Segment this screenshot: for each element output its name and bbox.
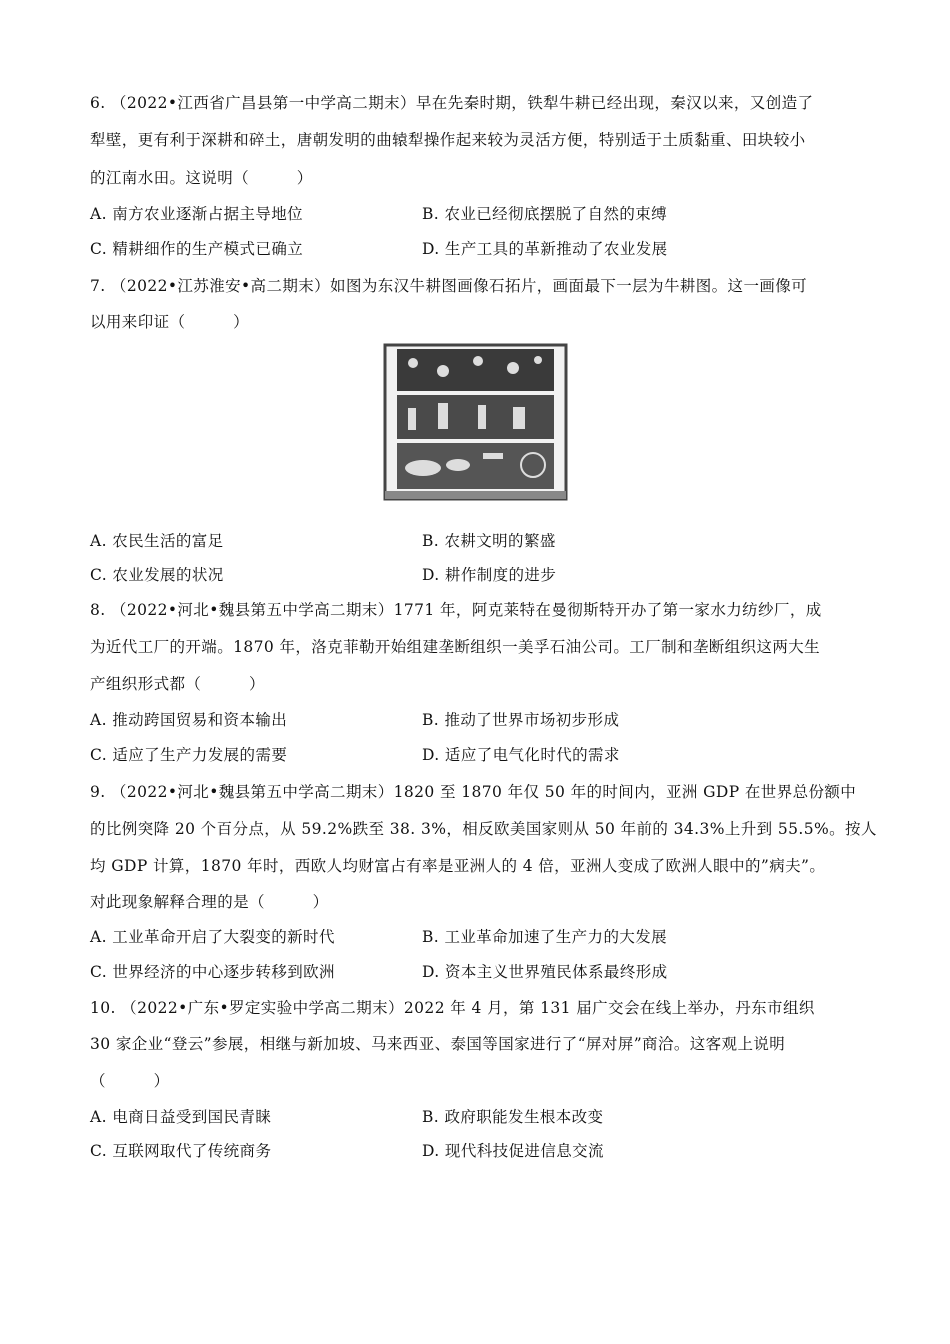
option-a: A. 南方农业逐渐占据主导地位 — [90, 205, 304, 223]
question-text: 30 家企业“登云”参展，相继与新加坡、马来西亚、泰国等国家进行了“屏对屏”商洽。这客观上说明 — [90, 1035, 786, 1053]
question-text: 以用来印证（ ） — [90, 313, 250, 331]
option-d: D. 资本主义世界殖民体系最终形成 — [422, 963, 668, 981]
option-d: D. 耕作制度的进步 — [422, 566, 557, 584]
option-d: D. 现代科技促进信息交流 — [422, 1142, 604, 1160]
option-b: B. 农耕文明的繁盛 — [422, 532, 556, 550]
option-b: B. 政府职能发生根本改变 — [422, 1108, 604, 1126]
question-text: 的江南水田。这说明（ ） — [90, 169, 313, 187]
option-a: A. 农民生活的富足 — [90, 532, 224, 550]
question-text: 为近代工厂的开端。1870 年，洛克菲勒开始组建垄断组织一美孚石油公司。工厂制和垄断组织这两大生 — [90, 638, 821, 656]
question-text: 6. （2022•江西省广昌县第一中学高二期末）早在先秦时期，铁犁牛耕已经出现，秦汉以来，又创造了 — [90, 94, 814, 112]
option-c: C. 互联网取代了传统商务 — [90, 1142, 272, 1160]
question-text: 产组织形式都（ ） — [90, 675, 265, 693]
option-c: C. 精耕细作的生产模式已确立 — [90, 240, 304, 258]
option-d: D. 适应了电气化时代的需求 — [422, 746, 620, 764]
option-a: A. 电商日益受到国民青睐 — [90, 1108, 272, 1126]
question-text: 均 GDP 计算，1870 年时，西欧人均财富占有率是亚洲人的 4 倍，亚洲人变成了欧洲人眼中的”病夫”。 — [90, 857, 826, 875]
option-b: B. 推动了世界市场初步形成 — [422, 711, 620, 729]
option-a: A. 工业革命开启了大裂变的新时代 — [90, 928, 335, 946]
question-text: 7. （2022•江苏淮安•高二期末）如图为东汉牛耕图画像石拓片，画面最下一层为牛耕图。这一画像可 — [90, 277, 808, 295]
option-c: C. 世界经济的中心逐步转移到欧洲 — [90, 963, 335, 981]
question-text: 9. （2022•河北•魏县第五中学高二期末）1820 至 1870 年仅 50 年的时间内，亚洲 GDP 在世界总份额中 — [90, 783, 857, 801]
question-text: （ ） — [90, 1072, 170, 1090]
option-d: D. 生产工具的革新推动了农业发展 — [422, 240, 668, 258]
question-text: 的比例突降 20 个百分点，从 59.2%跌至 38. 3%，相反欧美国家则从 50 年前的 34.3%上升到 55.5%。按人 — [90, 820, 877, 838]
option-a: A. 推动跨国贸易和资本输出 — [90, 711, 288, 729]
question-text: 对此现象解释合理的是（ ） — [90, 893, 329, 911]
option-b: B. 农业已经彻底摆脱了自然的束缚 — [422, 205, 668, 223]
option-c: C. 农业发展的状况 — [90, 566, 224, 584]
question-text: 8. （2022•河北•魏县第五中学高二期末）1771 年，阿克莱特在曼彻斯特开办了第一家水力纺纱厂，成 — [90, 601, 822, 619]
option-c: C. 适应了生产力发展的需要 — [90, 746, 288, 764]
question-text: 犁壁，更有利于深耕和碎土，唐朝发明的曲辕犁操作起来较为灵活方便，特别适于土质黏重、田块较小 — [90, 131, 806, 149]
stone-rubbing-image — [383, 343, 568, 501]
question-text: 10. （2022•广东•罗定实验中学高二期末）2022 年 4 月，第 131 届广交会在线上举办，丹东市组织 — [90, 999, 815, 1017]
option-b: B. 工业革命加速了生产力的大发展 — [422, 928, 668, 946]
